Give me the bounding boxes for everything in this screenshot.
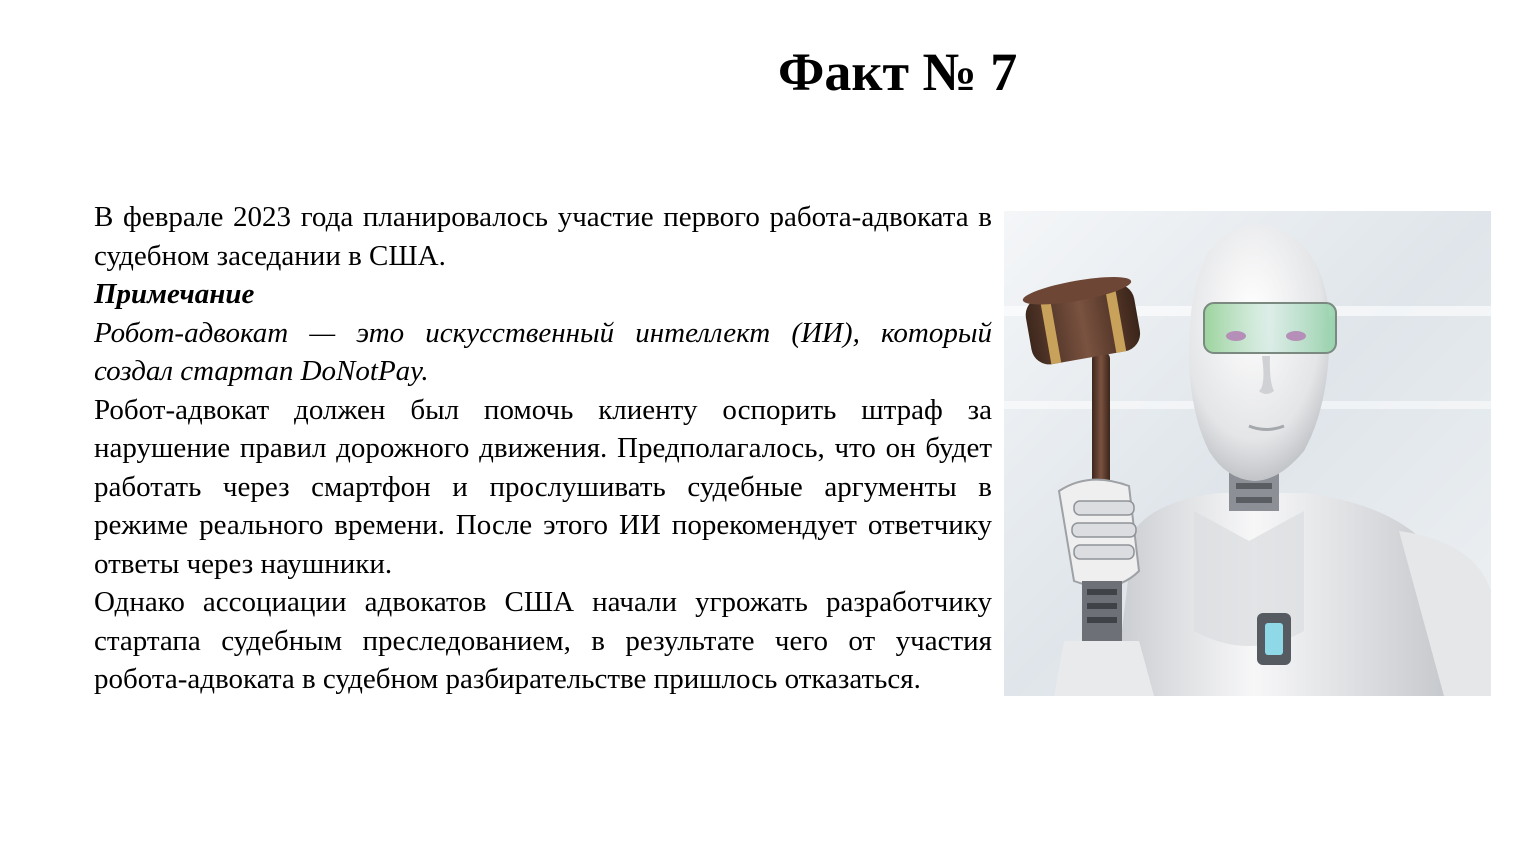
cancellation-paragraph: Однако ассоциации адвокатов США начали угрожать разработчику стартапа судебным преследованием, в результате чего от участия робота-адвоката в судебном разбирательстве пришлось отказаться. <box>94 586 992 695</box>
intro-paragraph: В феврале 2023 года планировалось участие первого работа-адвоката в судебном заседании в США. <box>94 201 992 272</box>
robot-visor <box>1204 303 1336 353</box>
note-heading: Примечание <box>94 278 255 310</box>
robot-with-gavel-illustration <box>1004 211 1491 696</box>
left-eye <box>1226 331 1246 341</box>
robot-task-paragraph: Робот-адвокат должен был помочь клиенту оспорить штраф за нарушение правил дорожного движения. Предполагалось, что он будет работать через смартфон и прослушивать судебные аргументы в режиме реального времени. После этого ИИ порекомендует ответчику ответы через наушники. <box>94 393 992 580</box>
robot-lawyer-image <box>1004 211 1491 696</box>
chest-light <box>1265 623 1283 655</box>
slide-title: Факт № 7 <box>778 42 1018 102</box>
slide-body-text <box>94 198 992 699</box>
note-paragraph: Робот-адвокат — это искусственный интеллект (ИИ), который создал стартап DoNotPay. <box>94 316 992 387</box>
right-eye <box>1286 331 1306 341</box>
